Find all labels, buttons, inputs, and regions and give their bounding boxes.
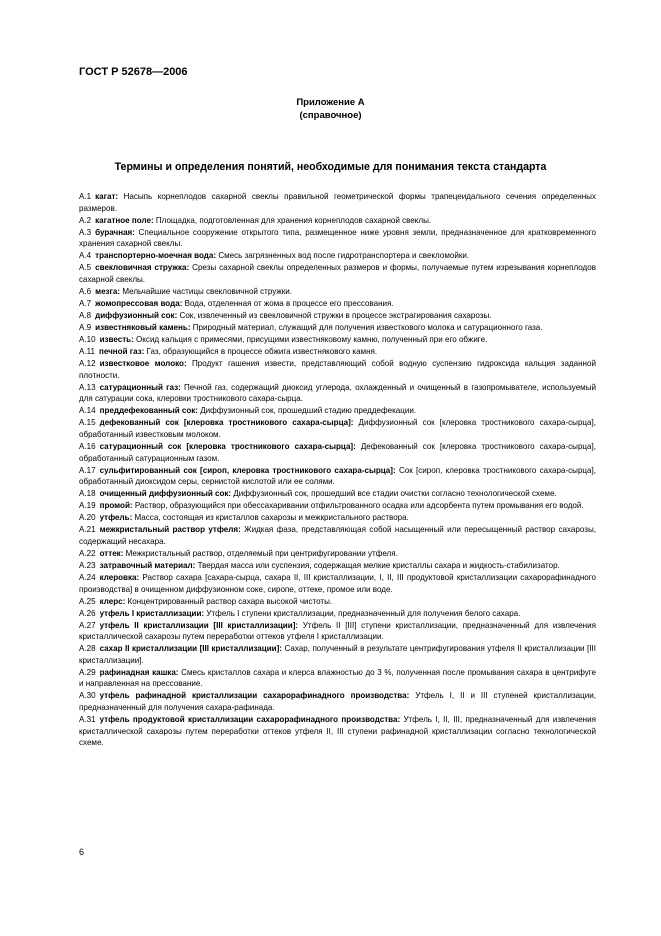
entry-number: А.31 — [79, 715, 96, 725]
entry-definition: Твердая масса или суспензия, содержащая мелкие кристаллы сахара и жидкость-стабилизатор. — [197, 560, 560, 570]
definition-entry — [79, 298, 596, 310]
entry-number: А.24 — [79, 573, 96, 582]
definitions-list — [79, 191, 596, 749]
entry-term: затравочный материал: — [99, 560, 196, 570]
definition-entry — [79, 643, 596, 666]
entry-definition: Сок, извлеченный из свекловичной стружки в процессе экстрагирования сахарозы. — [179, 310, 492, 320]
entry-definition: Диффузионный сок, прошедший все стадии очистки согласно технологической схеме. — [233, 489, 557, 499]
entry-definition: Газ, образующийся в процессе обжига известнякового камня. — [146, 347, 378, 357]
definition-entry — [79, 215, 596, 227]
entry-definition: Дефекованный сок [клеровка тростникового сахара-сырца], обработанный сатурационным газом. — [79, 441, 596, 463]
entry-definition: Сахар, полученный в результате центрифугирования утфеля II кристаллизации [III кристаллизации]. — [79, 644, 596, 665]
entry-definition: Утфель I, II и III ступеней кристаллизации, предназначенный для получения сахара-рафинада. — [79, 691, 596, 713]
entry-definition: Утфель I, II, III, предназначенный для извлечения кристаллической сахарозы путем переработки оттеков утфеля II, III ступени рафинадной кристаллизации согласно технологической схеме. — [79, 715, 596, 748]
entry-definition: Раствор сахара [сахара-сырца, сахара II, III кристаллизации, I, II, III продуктовой кристаллизации сахарорафинадного производства] в очищенном диффузионном соке, сиропе, оттеке, промое или воде. — [79, 573, 596, 594]
entry-number: А.22 — [79, 548, 96, 558]
entry-number: А.21 — [79, 525, 96, 535]
entry-term: промой: — [99, 501, 133, 511]
entry-number: А.2 — [79, 215, 92, 225]
definition-entry — [79, 334, 596, 346]
entry-number: А.23 — [79, 560, 96, 570]
entry-term: сатурационный сок [клеровка тростникового сахара-сырца]: — [99, 441, 356, 451]
entry-definition: Масса, состоящая из кристаллов сахарозы и межкристального раствора. — [134, 513, 409, 523]
definition-entry — [79, 346, 596, 358]
entry-term: межкристальный раствор утфеля: — [99, 525, 241, 535]
entry-definition: Сок [сироп, клеровка тростникового сахара-сырца], обработанный диоксидом серы, сернистой кислотой или ее солями. — [79, 465, 596, 487]
entry-term: утфель продуктовой кристаллизации сахарорафинадного производства: — [99, 715, 401, 725]
entry-definition: Утфель II [III] ступени кристаллизации, предназначенный для извлечения кристаллической сахарозы путем переработки оттеков утфеля I кристаллизации. — [79, 620, 596, 642]
definition-entry — [79, 405, 596, 417]
entry-term: сатурационный газ: — [99, 382, 181, 392]
entry-definition: Печной газ, содержащий диоксид углерода, охлажденный и очищенный в газопромывателе, используемый для сатурации сока, клеровки тростникового сахара-сырца. — [79, 382, 596, 404]
entry-number: А.14 — [79, 406, 96, 416]
entry-number: А.25 — [79, 596, 96, 606]
entry-number: А.6 — [79, 286, 92, 296]
definition-entry — [79, 667, 596, 690]
entry-term: известняковый камень: — [95, 323, 191, 333]
entry-term: утфель I кристаллизации: — [99, 608, 205, 618]
entry-term: транспортерно-моечная вода: — [95, 251, 217, 261]
definition-entry — [79, 620, 596, 643]
entry-definition: Площадка, подготовленная для хранения корнеплодов сахарной свеклы. — [155, 215, 432, 225]
definition-entry — [79, 441, 596, 464]
entry-term: преддефекованный сок: — [99, 406, 198, 416]
entry-number: А.15 — [79, 418, 96, 428]
definition-entry — [79, 465, 596, 488]
entry-term: мезга: — [95, 286, 121, 296]
entry-number: А.18 — [79, 489, 96, 499]
entry-term: сахар II кристаллизации [III кристаллизации]: — [99, 644, 282, 654]
definition-entry — [79, 322, 596, 334]
entry-definition: Диффузионный сок, прошедший стадию преддефекации. — [200, 406, 417, 416]
entry-term: рафинадная кашка: — [99, 667, 179, 677]
definition-entry — [79, 608, 596, 620]
definition-entry — [79, 262, 596, 285]
entry-number: А.28 — [79, 644, 96, 654]
entry-number: А.17 — [79, 465, 96, 475]
entry-term: клерс: — [99, 596, 126, 606]
definition-entry — [79, 250, 596, 262]
page-number: 6 — [79, 847, 85, 857]
entry-number: А.26 — [79, 608, 96, 618]
entry-term: утфель рафинадной кристаллизации сахарорафинадного производства: — [99, 691, 410, 701]
entry-number: А.12 — [79, 359, 96, 369]
entry-term: жомопрессовая вода: — [95, 298, 183, 308]
entry-term: бурачная: — [95, 227, 135, 237]
definition-entry — [79, 488, 596, 500]
entry-definition: Срезы сахарной свеклы определенных размеров и формы, получаемые путем изрезывания корнеплодов сахарной свеклы. — [79, 263, 596, 284]
entry-definition: Смесь загрязненных вод после гидротранспортера и свекломойки. — [218, 251, 470, 261]
entry-definition: Специальное сооружение открытого типа, размещенное ниже уровня земли, предназначенное для кратковременного хранения сахарной свеклы. — [79, 227, 596, 249]
definition-entry — [79, 227, 596, 250]
entry-definition: Вода, отделенная от жома в процессе его прессования. — [184, 298, 394, 308]
document-header: ГОСТ Р 52678—2006 — [79, 66, 188, 78]
entry-definition: Утфель I ступени кристаллизации, предназначенный для получения белого сахара. — [206, 608, 521, 618]
entry-definition: Продукт гашения извести, представляющий собой водную суспензию гидроксида кальция заданной плотности. — [79, 359, 596, 380]
entry-number: А.4 — [79, 251, 92, 261]
entry-definition: Жидкая фаза, представляющая собой насыщенный или пересыщенный раствор сахарозы, содержащий несахара. — [79, 525, 596, 546]
entry-term: кагат: — [95, 192, 119, 201]
entry-term: свекловичная стружка: — [95, 263, 190, 273]
definition-entry — [79, 382, 596, 405]
definition-entry — [79, 524, 596, 547]
entry-definition: Диффузионный сок [клеровка тростникового сахара-сырца], обработанный известковым молоком. — [79, 418, 596, 439]
entry-number: А.30 — [79, 691, 96, 701]
entry-term: известь: — [99, 335, 134, 345]
entry-number: А.8 — [79, 310, 92, 320]
entry-definition: Раствор, образующийся при обессахаривании отфильтрованного осадка или адсорбента путем промывания его водой. — [134, 501, 584, 511]
entry-number: А.9 — [79, 323, 92, 333]
entry-number: А.1 — [79, 192, 92, 201]
entry-definition: Мельчайшие частицы свекловичной стружки. — [122, 286, 292, 296]
definition-entry — [79, 596, 596, 608]
entry-number: А.27 — [79, 620, 96, 630]
entry-number: А.5 — [79, 263, 92, 273]
definition-entry — [79, 358, 596, 381]
entry-term: сульфитированный сок [сироп, клеровка тростникового сахара-сырца]: — [99, 465, 396, 475]
entry-term: кагатное поле: — [95, 215, 154, 225]
entry-definition: Насыпь корнеплодов сахарной свеклы правильной геометрической формы трапецеидального сечения определенных размеров. — [79, 192, 596, 213]
entry-number: А.13 — [79, 382, 96, 392]
definition-entry — [79, 512, 596, 524]
entry-number: А.11 — [79, 347, 95, 357]
entry-number: А.29 — [79, 667, 96, 677]
definition-entry — [79, 714, 596, 749]
entry-definition: Смесь кристаллов сахара и клерса влажностью до 3 %, полученная после промывания сахара в центрифуге и направленная на прессование. — [79, 667, 596, 689]
entry-term: известковое молоко: — [99, 359, 187, 369]
entry-term: утфель: — [99, 513, 133, 523]
entry-term: оттек: — [99, 548, 124, 558]
definition-entry — [79, 417, 596, 440]
entry-number: А.20 — [79, 513, 96, 523]
definition-entry — [79, 286, 596, 298]
entry-term: очищенный диффузионный сок: — [99, 489, 232, 499]
entry-term: печной газ: — [99, 347, 145, 357]
entry-number: А.7 — [79, 298, 92, 308]
entry-definition: Природный материал, служащий для получения известкового молока и сатурационного газа. — [192, 323, 543, 333]
entry-term: диффузионный сок: — [95, 310, 178, 320]
definition-entry — [79, 548, 596, 560]
section-title: Термины и определения понятий, необходимые для понимания текста стандарта — [114, 161, 547, 173]
annex-title: Приложение А — [296, 97, 365, 108]
entry-term: клеровка: — [99, 573, 140, 582]
definition-entry — [79, 310, 596, 322]
entry-term: утфель II кристаллизации [III кристаллизации]: — [99, 620, 299, 630]
definition-entry — [79, 690, 596, 713]
entry-number: А.3 — [79, 227, 92, 237]
entry-definition: Концентрированный раствор сахара высокой чистоты. — [127, 596, 333, 606]
definition-entry — [79, 560, 596, 572]
annex-subtitle: (справочное) — [299, 110, 362, 121]
entry-number: А.16 — [79, 441, 96, 451]
definition-entry — [79, 500, 596, 512]
entry-number: А.10 — [79, 335, 96, 345]
definition-entry — [79, 191, 596, 214]
entry-definition: Оксид кальция с примесями, присущими известняковому камню, полученный при его обжиге. — [136, 335, 488, 345]
definition-entry — [79, 572, 596, 595]
entry-definition: Межкристальный раствор, отделяемый при центрифугировании утфеля. — [125, 548, 398, 558]
entry-term: дефекованный сок [клеровка тростникового сахара-сырца]: — [99, 418, 354, 428]
entry-number: А.19 — [79, 501, 96, 511]
